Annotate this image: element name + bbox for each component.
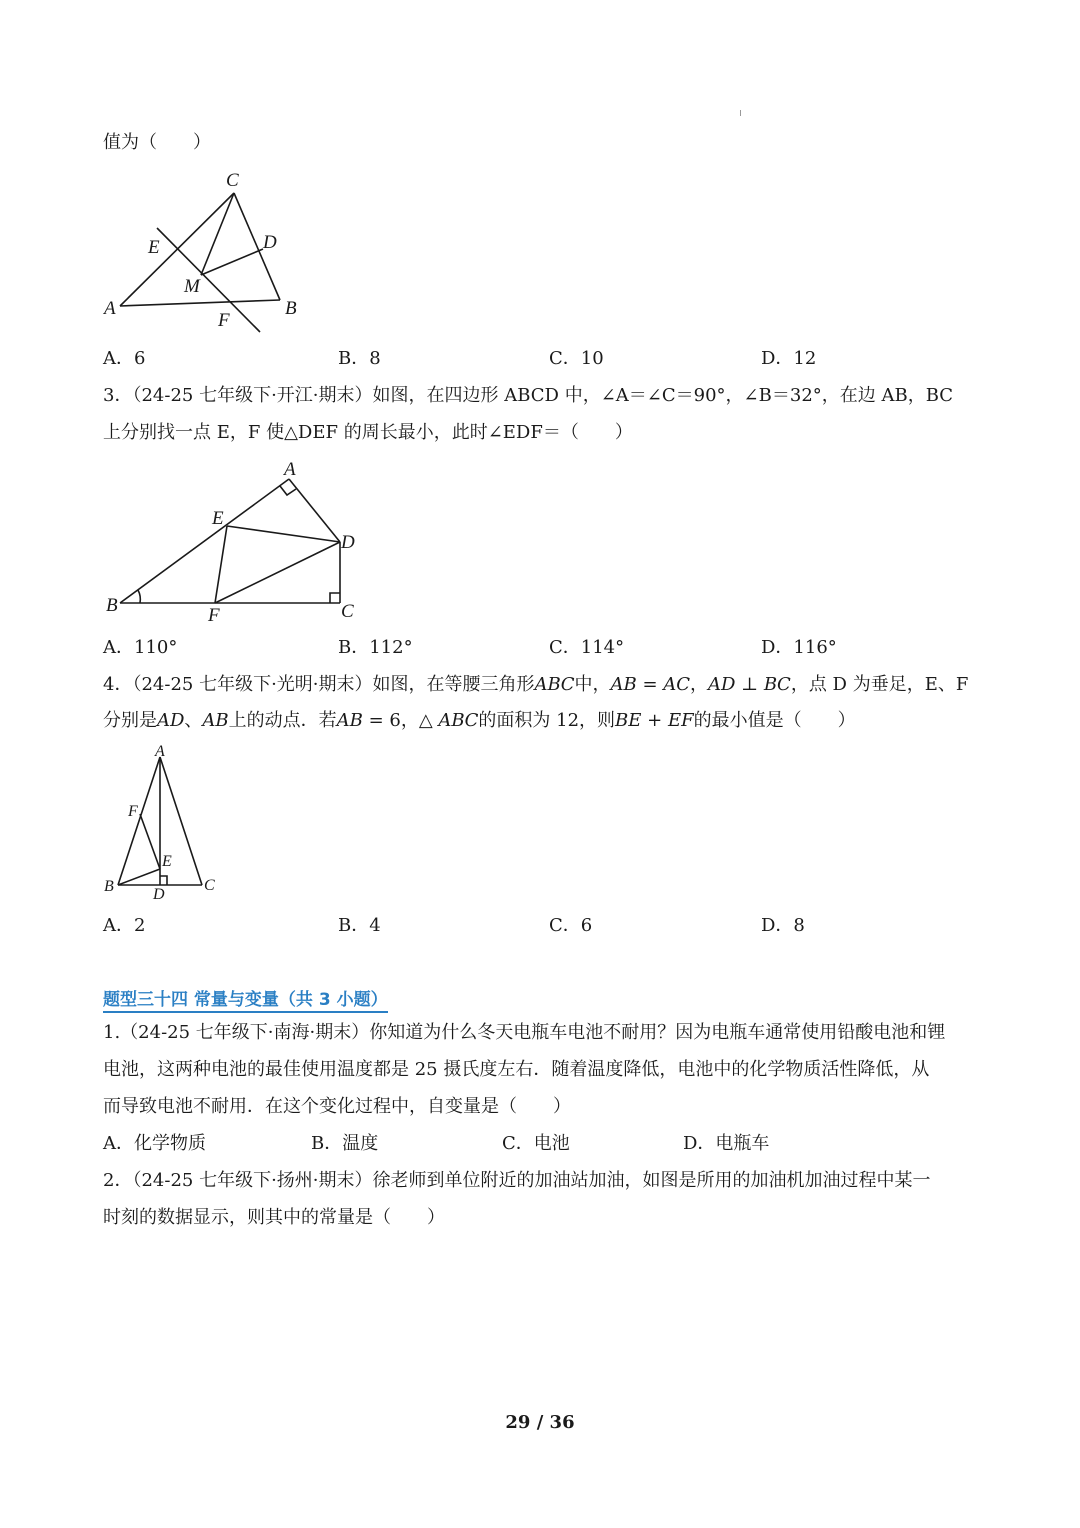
q4-label-e: E <box>162 853 172 870</box>
scan-mark <box>740 110 741 116</box>
q2-option-b: B．8 <box>338 348 381 369</box>
s2-stem-line2: 时刻的数据显示，则其中的常量是（ ） <box>103 1207 445 1228</box>
s1-stem-line2: 电池，这两种电池的最佳使用温度都是 25 摄氏度左右．随着温度降低，电池中的化学物质活性降低，从 <box>103 1059 930 1080</box>
q3-label-b: B <box>106 595 118 616</box>
q4-option-d: D．8 <box>761 915 805 936</box>
q3-option-b: B．112° <box>338 637 413 658</box>
q3-label-a: A <box>284 459 296 480</box>
q4-stem-line1: 4．（24-25 七年级下·光明·期末）如图，在等腰三角形𝐴𝐵𝐶中，𝐴𝐵 = 𝐴𝐶，𝐴𝐷 ⊥ 𝐵𝐶，点 D 为垂足，E、F <box>103 674 969 695</box>
q3-label-d: D <box>341 532 355 553</box>
s1-option-b: B．温度 <box>311 1133 379 1154</box>
s2-stem-line1: 2．（24-25 七年级下·扬州·期末）徐老师到单位附近的加油站加油，如图是所用的加油机加油过程中某一 <box>103 1170 931 1191</box>
q4-option-b: B．4 <box>338 915 381 936</box>
q3-label-e: E <box>212 508 224 529</box>
s1-option-a: A．化学物质 <box>103 1133 206 1154</box>
q2-option-a: A．6 <box>103 348 146 369</box>
q4-label-c: C <box>204 877 215 894</box>
q2-stem-tail: 值为（ ） <box>103 132 211 153</box>
q3-option-c: C．114° <box>549 637 625 658</box>
s1-option-d: D．电瓶车 <box>683 1133 770 1154</box>
q2-label-f: F <box>218 310 230 331</box>
q4-stem-line2: 分别是𝐴𝐷、𝐴𝐵上的动点．若𝐴𝐵 = 6，△ 𝐴𝐵𝐶的面积为 12，则𝐵𝐸 + 𝐸𝐹的最小值是（ ） <box>103 710 856 731</box>
q4-label-d: D <box>153 886 165 903</box>
q2-label-b: B <box>285 298 297 319</box>
q2-figure <box>100 168 320 338</box>
q2-option-d: D．12 <box>761 348 817 369</box>
q4-label-b: B <box>104 878 114 895</box>
q4-label-f: F <box>128 803 138 820</box>
q2-label-c: C <box>226 170 239 191</box>
s1-stem-line3: 而导致电池不耐用．在这个变化过程中，自变量是（ ） <box>103 1096 571 1117</box>
q4-label-a: A <box>155 745 165 760</box>
q3-label-f: F <box>208 605 220 625</box>
q3-figure <box>100 455 370 625</box>
q3-stem-line1: 3．（24-25 七年级下·开江·期末）如图，在四边形 ABCD 中，∠A＝∠C＝90°，∠B＝32°，在边 AB，BC <box>103 385 954 406</box>
q2-label-a: A <box>104 298 116 319</box>
q3-label-c: C <box>341 601 354 622</box>
q3-stem-line2: 上分别找一点 E，F 使△DEF 的周长最小，此时∠EDF＝（ ） <box>103 422 633 443</box>
page-number: 29 / 36 <box>505 1412 575 1433</box>
q4-option-a: A．2 <box>103 915 146 936</box>
q3-option-a: A．110° <box>103 637 178 658</box>
q2-label-e: E <box>148 237 160 258</box>
q2-label-m: M <box>184 276 200 297</box>
q4-figure <box>100 745 240 905</box>
q2-label-d: D <box>263 232 277 253</box>
q4-option-c: C．6 <box>549 915 593 936</box>
section-heading: 题型三十四 常量与变量（共 3 小题） <box>103 985 388 1013</box>
s1-option-c: C．电池 <box>502 1133 570 1154</box>
q3-option-d: D．116° <box>761 637 837 658</box>
s1-stem-line1: 1.（24-25 七年级下·南海·期末）你知道为什么冬天电瓶车电池不耐用？因为电瓶车通常使用铅酸电池和锂 <box>103 1022 946 1043</box>
q2-option-c: C．10 <box>549 348 604 369</box>
